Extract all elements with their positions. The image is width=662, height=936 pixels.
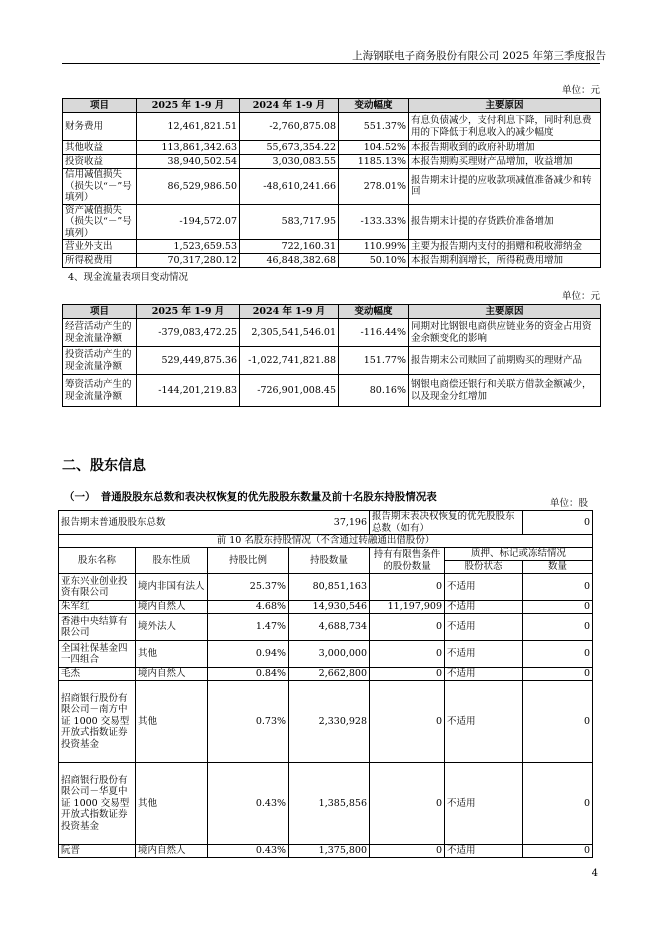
cell-change: 551.37%	[339, 113, 409, 141]
table-row	[63, 204, 601, 240]
cell-value: 70,317,280.12	[137, 254, 240, 268]
cell-reason: 报告期末计提的存货跌价准备增加	[409, 204, 601, 240]
cell-change: 104.52%	[339, 141, 409, 155]
table-row	[63, 375, 601, 407]
profit-change-table	[62, 98, 601, 268]
table-row	[59, 601, 593, 614]
cell-item: 信用减值损失（损失以“－”号填列）	[63, 169, 137, 205]
cell-restricted: 0	[370, 763, 445, 845]
cell-value: -194,572.07	[137, 204, 240, 240]
col-header-2025: 2025 年 1-9 月	[137, 305, 240, 319]
cell-quantity: 4,688,734	[289, 614, 370, 641]
cell-holder-nature: 其他	[136, 681, 208, 763]
cell-count: 0	[523, 641, 593, 668]
cell-count: 0	[523, 601, 593, 614]
col-header-item: 项目	[63, 99, 137, 113]
table-row	[63, 319, 601, 347]
table-row	[63, 254, 601, 268]
cell-item: 其他收益	[63, 141, 137, 155]
cell-holder-name: 全国社保基金四一四组合	[59, 641, 136, 668]
cell-value: 1,523,659.53	[137, 240, 240, 254]
cell-value: -2,760,875.08	[240, 113, 339, 141]
cell-value: -726,901,008.45	[240, 375, 339, 407]
cell-reason: 本报告期购买理财产品增加，收益增加	[409, 155, 601, 169]
cell-value: 529,449,875.36	[137, 347, 240, 375]
cell-status: 不适用	[445, 845, 523, 858]
table-row	[59, 845, 593, 858]
cell-reason: 钢银电商偿还银行和关联方借款金额减少，以及现金分红增加	[409, 375, 601, 407]
section-subtitle-top10: （一） 普通股股东总数和表决权恢复的优先股股东数量及前十名股东持股情况表	[64, 491, 437, 503]
col-header-item: 项目	[63, 305, 137, 319]
cell-status: 不适用	[445, 681, 523, 763]
unit-label-1: 单位：元	[561, 85, 600, 96]
total-shareholders-label: 报告期末普通股股东总数	[59, 511, 289, 535]
cell-ratio: 0.43%	[208, 845, 289, 858]
cell-item: 投资活动产生的现金流量净额	[63, 347, 137, 375]
cell-holder-name: 朱军红	[59, 601, 136, 614]
cell-count: 0	[523, 668, 593, 681]
cell-quantity: 2,662,800	[289, 668, 370, 681]
col-header-count: 数量	[523, 561, 593, 574]
page-header: 上海钢联电子商务股份有限公司 2025 年第三季度报告	[352, 50, 606, 62]
table-row	[59, 763, 593, 845]
cell-holder-name: 香港中央结算有限公司	[59, 614, 136, 641]
cell-count: 0	[523, 574, 593, 601]
col-header-reason: 主要原因	[409, 99, 601, 113]
col-header-quantity: 持股数量	[289, 548, 370, 574]
cell-item: 营业外支出	[63, 240, 137, 254]
cell-ratio: 0.84%	[208, 668, 289, 681]
preferred-shareholders-label: 报告期末表决权恢复的优先股股东总数（如有）	[370, 511, 523, 535]
shareholder-table	[58, 510, 593, 858]
cell-value: 2,305,541,546.01	[240, 319, 339, 347]
table-row	[63, 240, 601, 254]
cell-reason: 报告期末公司赎回了前期购买的理财产品	[409, 347, 601, 375]
cell-restricted: 11,197,909	[370, 601, 445, 614]
cell-count: 0	[523, 681, 593, 763]
cell-ratio: 1.47%	[208, 614, 289, 641]
table-row	[63, 141, 601, 155]
cell-change: 110.99%	[339, 240, 409, 254]
cell-change: -133.33%	[339, 204, 409, 240]
cell-ratio: 4.68%	[208, 601, 289, 614]
cell-restricted: 0	[370, 681, 445, 763]
cell-restricted: 0	[370, 614, 445, 641]
cell-value: -144,201,219.83	[137, 375, 240, 407]
cell-restricted: 0	[370, 668, 445, 681]
cell-change: 50.10%	[339, 254, 409, 268]
cell-quantity: 80,851,163	[289, 574, 370, 601]
col-header-2024: 2024 年 1-9 月	[240, 305, 339, 319]
col-header-reason: 主要原因	[409, 305, 601, 319]
cell-ratio: 0.43%	[208, 763, 289, 845]
cell-value: 113,861,342.63	[137, 141, 240, 155]
col-header-change: 变动幅度	[339, 99, 409, 113]
cell-value: 46,848,382.68	[240, 254, 339, 268]
cell-quantity: 2,330,928	[289, 681, 370, 763]
unit-label-3: 单位：股	[549, 498, 588, 509]
cell-holder-name: 招商银行股份有限公司－华夏中证 1000 交易型开放式指数证券投资基金	[59, 763, 136, 845]
cell-reason: 报告期末计提的应收款项减值准备减少和转回	[409, 169, 601, 205]
cell-ratio: 0.94%	[208, 641, 289, 668]
cell-quantity: 14,930,546	[289, 601, 370, 614]
cell-change: 1185.13%	[339, 155, 409, 169]
cell-status: 不适用	[445, 641, 523, 668]
cell-status: 不适用	[445, 668, 523, 681]
cell-holder-name: 招商银行股份有限公司－南方中证 1000 交易型开放式指数证券投资基金	[59, 681, 136, 763]
col-header-status: 股份状态	[445, 561, 523, 574]
unit-label-2: 单位：元	[561, 291, 600, 302]
cashflow-change-table	[62, 304, 601, 407]
total-shareholders-value: 37,196	[289, 511, 370, 535]
cell-change: 151.77%	[339, 347, 409, 375]
cell-holder-name: 阮晋	[59, 845, 136, 858]
cell-reason: 本报告期利润增长，所得税费用增加	[409, 254, 601, 268]
table-row	[63, 155, 601, 169]
cell-change: -116.44%	[339, 319, 409, 347]
table-row	[63, 347, 601, 375]
col-header-pledge: 质押、标记或冻结情况	[445, 548, 593, 561]
cell-item: 财务费用	[63, 113, 137, 141]
col-header-nature: 股东性质	[136, 548, 208, 574]
col-header-name: 股东名称	[59, 548, 136, 574]
cell-holder-nature: 境外法人	[136, 614, 208, 641]
cell-item: 资产减值损失（损失以“－”号填列）	[63, 204, 137, 240]
cell-value: -1,022,741,821.88	[240, 347, 339, 375]
table-row	[63, 113, 601, 141]
table-row	[59, 641, 593, 668]
cell-item: 投资收益	[63, 155, 137, 169]
cell-count: 0	[523, 763, 593, 845]
cell-count: 0	[523, 614, 593, 641]
cell-reason: 有息负债减少，支付利息下降，同时利息费用的下降低于利息收入的减少幅度	[409, 113, 601, 141]
page-number: 4	[591, 868, 598, 879]
cell-ratio: 25.37%	[208, 574, 289, 601]
cell-value: 55,673,354.22	[240, 141, 339, 155]
cell-holder-name: 毛杰	[59, 668, 136, 681]
cell-reason: 主要为报告期内支付的捐赠和税收滞纳金	[409, 240, 601, 254]
cell-holder-name: 亚东兴业创业投资有限公司	[59, 574, 136, 601]
cell-holder-nature: 境内自然人	[136, 845, 208, 858]
cell-holder-nature: 其他	[136, 641, 208, 668]
cashflow-heading: 4、现金流量表项目变动情况	[68, 272, 189, 283]
section-title-shareholders: 二、股东信息	[62, 458, 146, 474]
cell-quantity: 3,000,000	[289, 641, 370, 668]
preferred-shareholders-value: 0	[523, 511, 593, 535]
header-rule	[62, 63, 600, 64]
cell-holder-nature: 境内自然人	[136, 601, 208, 614]
cell-reason: 本报告期收到的政府补助增加	[409, 141, 601, 155]
cell-value: 722,160.31	[240, 240, 339, 254]
cell-value: 12,461,821.51	[137, 113, 240, 141]
col-header-2025: 2025 年 1-9 月	[137, 99, 240, 113]
cell-restricted: 0	[370, 574, 445, 601]
table-row	[63, 169, 601, 205]
cell-quantity: 1,375,800	[289, 845, 370, 858]
cell-ratio: 0.73%	[208, 681, 289, 763]
cell-value: -379,083,472.25	[137, 319, 240, 347]
col-header-2024: 2024 年 1-9 月	[240, 99, 339, 113]
cell-reason: 同期对比钢银电商供应链业务的资金占用资金余额变化的影响	[409, 319, 601, 347]
cell-holder-nature: 境内非国有法人	[136, 574, 208, 601]
col-header-ratio: 持股比例	[208, 548, 289, 574]
cell-item: 所得税费用	[63, 254, 137, 268]
cell-item: 经营活动产生的现金流量净额	[63, 319, 137, 347]
summary-row	[59, 511, 593, 535]
cell-value: 86,529,986.50	[137, 169, 240, 205]
cell-change: 80.16%	[339, 375, 409, 407]
cell-status: 不适用	[445, 763, 523, 845]
cell-status: 不适用	[445, 614, 523, 641]
cell-restricted: 0	[370, 845, 445, 858]
cell-value: -48,610,241.66	[240, 169, 339, 205]
table-row	[59, 681, 593, 763]
table-row	[59, 574, 593, 601]
cell-item: 筹资活动产生的现金流量净额	[63, 375, 137, 407]
col-header-restricted: 持有有限售条件的股份数量	[370, 548, 445, 574]
cell-value: 583,717.95	[240, 204, 339, 240]
cell-holder-nature: 其他	[136, 763, 208, 845]
cell-change: 278.01%	[339, 169, 409, 205]
cell-value: 3,030,083.55	[240, 155, 339, 169]
cell-restricted: 0	[370, 641, 445, 668]
table-row	[59, 668, 593, 681]
cell-status: 不适用	[445, 574, 523, 601]
top10-caption: 前 10 名股东持股情况（不含通过转融通出借股份）	[59, 535, 593, 548]
cell-status: 不适用	[445, 601, 523, 614]
table-row	[59, 614, 593, 641]
cell-quantity: 1,385,856	[289, 763, 370, 845]
cell-count: 0	[523, 845, 593, 858]
cell-holder-nature: 境内自然人	[136, 668, 208, 681]
col-header-change: 变动幅度	[339, 305, 409, 319]
cell-value: 38,940,502.54	[137, 155, 240, 169]
